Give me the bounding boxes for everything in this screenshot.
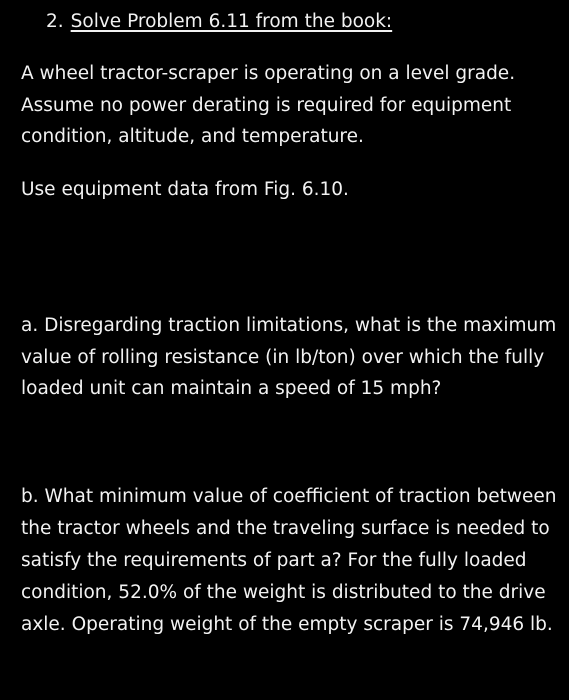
equipment-data-note: Use equipment data from Fig. 6.10. <box>21 179 349 200</box>
problem-number: 2. <box>46 11 64 32</box>
part-b-question: b. What minimum value of coefficient of traction between the tractor wheels and the traveling surface is needed to satisfy the requirements of part a? For the fully loaded condition, 52.0% of the weight is distributed to the drive axle. Operating weight of the empty scraper is 74,946 lb. <box>21 486 557 635</box>
problem-intro-paragraph: A wheel tractor-scraper is operating on a level grade. Assume no power derating is required for equipment condition, altitude, and temperature. <box>21 63 516 147</box>
problem-heading <box>46 6 392 38</box>
part-a-question: a. Disregarding traction limitations, what is the maximum value of rolling resistance (in lb/ton) over which the fully loaded unit can maintain a speed of 15 mph? <box>21 315 557 399</box>
problem-heading-link[interactable]: Solve Problem 6.11 from the book: <box>70 11 393 32</box>
